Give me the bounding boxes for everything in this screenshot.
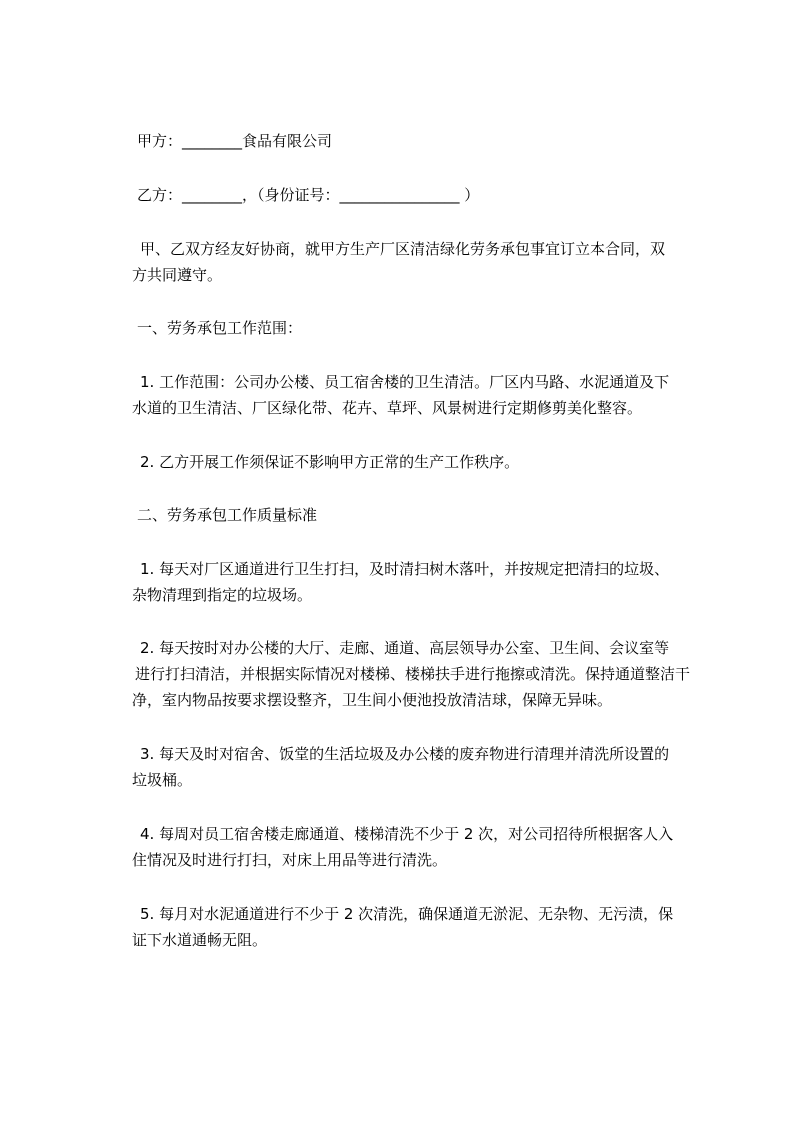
section2-item5-line2: 证下水道通畅无阻。 [132,931,268,949]
party-a-line: 甲方：________食品有限公司 [137,132,333,150]
section2-item2-line3: 净，室内物品按要求摆设整齐，卫生间小便池投放清洁球，保障无异味。 [132,691,613,709]
party-b-line: 乙方：________，（身份证号：________________ ） [137,186,480,204]
section2-item3-line2: 垃圾桶。 [132,771,193,789]
section2-item1-line2: 杂物清理到指定的垃圾场。 [132,586,313,604]
section2-item2-line2: 进行打扫清洁，并根据实际情况对楼梯、楼梯扶手进行拖擦或清洗。保持通道整洁干 [135,665,691,683]
section2-item2-line1: 2. 每天按时对办公楼的大厅、走廊、通道、高层领导办公室、卫生间、会议室等 [140,639,670,657]
section1-item1-line1: 1. 工作范围：公司办公楼、员工宿舍楼的卫生清洁。厂区内马路、水泥通道及下 [140,373,670,391]
section2-item4-line1: 4. 每周对员工宿舍楼走廊通道、楼梯清洗不少于 2 次，对公司招待所根据客人入 [140,825,674,843]
section2-item1-line1: 1. 每天对厂区通道进行卫生打扫，及时清扫树木落叶，并按规定把清扫的垃圾、 [140,560,670,578]
section2-heading: 二、劳务承包工作质量标准 [137,506,318,524]
section1-item2-line1: 2. 乙方开展工作须保证不影响甲方正常的生产工作秩序。 [140,453,520,471]
intro-line-1: 甲、乙双方经友好协商，就甲方生产厂区清洁绿化劳务承包事宜订立本合同，双 [140,240,666,258]
intro-line-2: 方共同遵守。 [132,266,223,284]
section1-heading: 一、劳务承包工作范围： [137,319,303,337]
section2-item4-line2: 住情况及时进行打扫，对床上用品等进行清洗。 [132,851,448,869]
section2-item3-line1: 3. 每天及时对宿舍、饭堂的生活垃圾及办公楼的废弃物进行清理并清洗所设置的 [140,745,670,763]
section1-item1-line2: 水道的卫生清洁、厂区绿化带、花卉、草坪、风景树进行定期修剪美化整容。 [132,399,643,417]
section2-item5-line1: 5. 每月对水泥通道进行不少于 2 次清洗，确保通道无淤泥、无杂物、无污渍，保 [140,905,674,923]
